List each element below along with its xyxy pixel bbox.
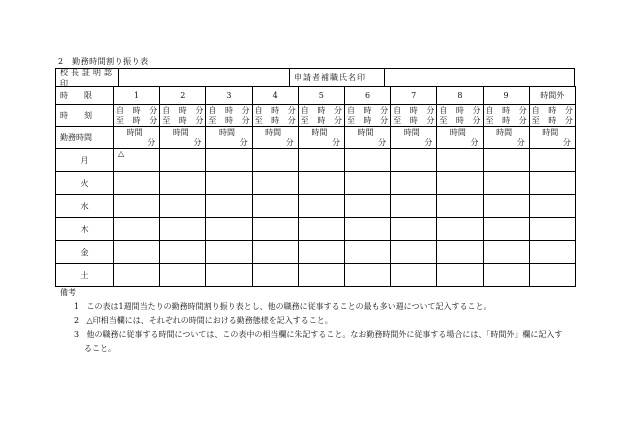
period-row (56, 87, 576, 105)
schedule-cell[interactable] (344, 149, 390, 172)
time-from-part: 自 (346, 105, 355, 115)
time-slot[interactable] (298, 105, 344, 127)
time-from-part: 分 (333, 105, 342, 115)
time-from-part: 時 (455, 105, 464, 115)
time-from-part: 分 (518, 105, 527, 115)
day-label (56, 172, 114, 195)
time-from-part: 自 (162, 105, 171, 115)
period-number (114, 87, 160, 105)
time-to (160, 116, 205, 126)
duration-cell[interactable] (437, 127, 483, 149)
schedule-cell[interactable] (252, 195, 298, 218)
duration-min-text: 分 (424, 137, 433, 147)
period-label-text: 時 限 (60, 91, 92, 100)
duration-cell[interactable] (252, 127, 298, 149)
schedule-cell[interactable] (483, 172, 529, 195)
day-label-text: 水 (80, 201, 89, 211)
schedule-cell[interactable] (160, 241, 206, 264)
duration-min-text: 分 (470, 137, 479, 147)
schedule-cell[interactable] (298, 195, 344, 218)
schedule-cell[interactable] (483, 241, 529, 264)
time-to-part: 時 (178, 115, 187, 125)
time-from-part: 分 (426, 105, 435, 115)
time-to-part: 時 (502, 115, 511, 125)
note-item: 1 この表は1週間当たりの勤務時間割り振り表とし、他の職務に従事することの最も多い週について記入すること。 (74, 302, 492, 311)
duration-min (253, 138, 294, 148)
schedule-cell[interactable] (206, 241, 252, 264)
schedule-cell[interactable] (206, 264, 252, 287)
duration-hour (299, 128, 340, 138)
time-to-part: 至 (485, 115, 494, 125)
duration-min-text: 分 (285, 137, 294, 147)
schedule-cell[interactable] (391, 149, 437, 172)
day-row (56, 149, 576, 172)
duration-cell[interactable] (483, 127, 529, 149)
schedule-cell[interactable] (437, 172, 483, 195)
schedule-cell[interactable] (483, 149, 529, 172)
note-item: 2 △印相当欄には、それぞれの時間における勤務態様を記入すること。 (74, 316, 333, 325)
time-to-part: 時 (317, 115, 326, 125)
duration-cell[interactable] (298, 127, 344, 149)
duration-hour (345, 128, 386, 138)
schedule-cell[interactable] (114, 218, 160, 241)
time-from-part: 自 (300, 105, 309, 115)
schedule-cell[interactable] (252, 172, 298, 195)
schedule-cell[interactable] (529, 241, 575, 264)
schedule-table (55, 86, 576, 287)
time-from-part: 自 (116, 105, 124, 115)
time-to-part: 至 (254, 115, 263, 125)
period-extra-text: 時間外 (540, 91, 565, 100)
day-label (56, 195, 114, 218)
duration-hour (437, 128, 478, 138)
time-to-part: 分 (287, 115, 296, 125)
duration-hour (114, 128, 155, 138)
period-number-text: 8 (457, 91, 463, 100)
period-number-text: 3 (226, 91, 232, 100)
time-from-part: 時 (132, 105, 141, 115)
day-row (56, 264, 576, 287)
duration-hour (206, 128, 247, 138)
duration-min (206, 138, 247, 148)
time-to-part: 分 (426, 115, 435, 125)
time-from (299, 106, 344, 116)
schedule-cell[interactable] (437, 149, 483, 172)
time-label-text: 時 刻 (60, 111, 92, 120)
time-from (114, 106, 159, 116)
schedule-cell[interactable] (298, 172, 344, 195)
duration-cell[interactable] (391, 127, 437, 149)
duration-min-text: 分 (193, 137, 202, 147)
schedule-cell[interactable] (206, 195, 252, 218)
schedule-cell[interactable] (298, 264, 344, 287)
time-from-part: 分 (380, 105, 389, 115)
schedule-cell[interactable] (483, 195, 529, 218)
time-slot[interactable] (206, 105, 252, 127)
time-from-part: 分 (241, 105, 250, 115)
duration-min-text: 分 (331, 137, 340, 147)
schedule-cell[interactable] (437, 241, 483, 264)
schedule-cell[interactable] (114, 149, 160, 172)
duration-min-text: 分 (147, 137, 156, 147)
time-to-part: 分 (380, 115, 389, 125)
period-number-text: 1 (134, 91, 140, 100)
time-from-part: 時 (317, 105, 326, 115)
schedule-cell[interactable] (298, 241, 344, 264)
schedule-cell[interactable] (344, 218, 390, 241)
schedule-cell[interactable] (529, 149, 575, 172)
time-from-part: 自 (208, 105, 217, 115)
duration-hour-text: 時間 (496, 127, 513, 137)
duration-cell[interactable] (344, 127, 390, 149)
day-label (56, 149, 114, 172)
day-row (56, 241, 576, 264)
time-from-part: 自 (485, 105, 494, 115)
duration-min (299, 138, 340, 148)
duration-hour-text: 時間 (126, 127, 143, 137)
principal-seal-label: 校長証明認印 (56, 69, 119, 86)
schedule-cell[interactable] (114, 195, 160, 218)
duration-hour (484, 128, 525, 138)
time-from (484, 106, 529, 116)
period-number (206, 87, 252, 105)
duration-min-text: 分 (239, 137, 248, 147)
duration-row (56, 127, 576, 149)
schedule-cell[interactable] (114, 172, 160, 195)
duration-hour (253, 128, 294, 138)
time-from (160, 106, 205, 116)
time-slot[interactable] (391, 105, 437, 127)
duration-hour-text: 時間 (218, 127, 235, 137)
time-from-part: 時 (271, 105, 280, 115)
principal-seal-field[interactable] (119, 69, 290, 86)
duration-cell[interactable] (160, 127, 206, 149)
time-from-part: 時 (363, 105, 372, 115)
schedule-cell[interactable] (344, 172, 390, 195)
period-extra (529, 87, 575, 105)
time-from-part: 分 (564, 105, 573, 115)
period-number (344, 87, 390, 105)
time-to (345, 116, 390, 126)
time-from (206, 106, 251, 116)
schedule-cell[interactable] (252, 264, 298, 287)
day-row (56, 218, 576, 241)
time-to-part: 分 (149, 115, 158, 125)
schedule-cell[interactable] (529, 264, 575, 287)
duration-min (345, 138, 386, 148)
time-to-part: 時 (132, 115, 141, 125)
schedule-cell[interactable] (529, 195, 575, 218)
period-number-text: 5 (318, 91, 324, 100)
time-to-part: 時 (455, 115, 464, 125)
day-label (56, 241, 114, 264)
schedule-cell[interactable] (391, 264, 437, 287)
schedule-cell[interactable] (437, 264, 483, 287)
duration-label (56, 127, 114, 149)
schedule-cell[interactable] (391, 218, 437, 241)
duration-min (114, 138, 155, 148)
time-from-part: 時 (502, 105, 511, 115)
schedule-cell[interactable] (437, 195, 483, 218)
time-to-part: 至 (393, 115, 402, 125)
time-to-part: 時 (409, 115, 418, 125)
duration-min-text: 分 (516, 137, 525, 147)
period-number-text: 2 (180, 91, 186, 100)
schedule-cell[interactable] (160, 264, 206, 287)
duration-hour-text: 時間 (311, 127, 328, 137)
time-from-part: 時 (178, 105, 187, 115)
day-label (56, 264, 114, 287)
time-slot[interactable] (160, 105, 206, 127)
time-to (391, 116, 436, 126)
time-from (345, 106, 390, 116)
time-from (437, 106, 482, 116)
duration-hour (530, 128, 571, 138)
duration-hour-text: 時間 (265, 127, 282, 137)
time-to-part: 至 (531, 115, 540, 125)
day-row (56, 195, 576, 218)
time-to-part: 至 (300, 115, 309, 125)
schedule-cell[interactable] (160, 172, 206, 195)
time-to-part: 至 (116, 115, 124, 125)
approval-header (55, 68, 575, 86)
time-to (530, 116, 575, 126)
time-to-part: 至 (208, 115, 217, 125)
duration-hour-text: 時間 (172, 127, 189, 137)
time-to-part: 至 (439, 115, 448, 125)
time-slot[interactable] (529, 105, 575, 127)
duration-min (160, 138, 201, 148)
duration-min (484, 138, 525, 148)
applicant-name-field[interactable] (385, 69, 574, 86)
schedule-cell[interactable] (160, 195, 206, 218)
period-number (252, 87, 298, 105)
time-to (114, 116, 159, 126)
period-number (160, 87, 206, 105)
day-label-text: 金 (80, 247, 89, 257)
schedule-cell[interactable] (114, 264, 160, 287)
time-slot[interactable] (252, 105, 298, 127)
schedule-cell[interactable] (529, 172, 575, 195)
time-slot[interactable] (483, 105, 529, 127)
duration-cell[interactable] (206, 127, 252, 149)
duration-hour (160, 128, 201, 138)
time-from-part: 時 (548, 105, 557, 115)
time-from (253, 106, 298, 116)
schedule-cell[interactable] (391, 172, 437, 195)
duration-min (437, 138, 478, 148)
time-to (484, 116, 529, 126)
time-slot[interactable] (114, 105, 160, 127)
time-row (56, 105, 576, 127)
period-number-text: 9 (503, 91, 509, 100)
time-from-part: 分 (149, 105, 158, 115)
time-to-part: 分 (564, 115, 573, 125)
schedule-cell[interactable] (252, 149, 298, 172)
time-from-part: 自 (439, 105, 448, 115)
schedule-cell[interactable] (252, 218, 298, 241)
time-to (299, 116, 344, 126)
time-to-part: 時 (224, 115, 233, 125)
day-label-text: 火 (80, 178, 89, 188)
schedule-cell[interactable] (114, 241, 160, 264)
schedule-cell[interactable] (391, 241, 437, 264)
time-to-part: 時 (363, 115, 372, 125)
time-to-part: 時 (271, 115, 280, 125)
time-to-part: 至 (162, 115, 171, 125)
schedule-cell[interactable] (529, 218, 575, 241)
duration-min (530, 138, 571, 148)
day-row (56, 172, 576, 195)
schedule-cell[interactable] (252, 241, 298, 264)
time-from-part: 分 (195, 105, 204, 115)
time-to (206, 116, 251, 126)
duration-hour-text: 時間 (449, 127, 466, 137)
time-to (437, 116, 482, 126)
time-slot[interactable] (344, 105, 390, 127)
day-label-text: 月 (80, 155, 89, 165)
time-to-part: 分 (333, 115, 342, 125)
time-from-part: 自 (393, 105, 402, 115)
time-to (253, 116, 298, 126)
schedule-cell[interactable] (298, 218, 344, 241)
time-from-part: 時 (224, 105, 233, 115)
schedule-cell[interactable] (437, 218, 483, 241)
schedule-cell[interactable] (206, 149, 252, 172)
day-label-text: 土 (80, 270, 89, 280)
schedule-cell[interactable] (160, 218, 206, 241)
schedule-cell[interactable] (391, 195, 437, 218)
duration-hour-text: 時間 (357, 127, 374, 137)
duration-cell[interactable] (529, 127, 575, 149)
duration-min-text: 分 (378, 137, 387, 147)
time-to-part: 分 (195, 115, 204, 125)
time-from (391, 106, 436, 116)
time-from-part: 分 (472, 105, 481, 115)
time-to-part: 分 (472, 115, 481, 125)
duration-hour-text: 時間 (403, 127, 420, 137)
notes (60, 286, 562, 356)
time-label (56, 105, 114, 127)
duration-hour-text: 時間 (542, 127, 559, 137)
time-to-part: 至 (346, 115, 355, 125)
time-to-part: 分 (241, 115, 250, 125)
table-caption: 2 勤務時間割り振り表 (58, 57, 149, 66)
period-number-text: 7 (411, 91, 417, 100)
time-slot[interactable] (437, 105, 483, 127)
duration-min-text: 分 (562, 137, 571, 147)
period-number (437, 87, 483, 105)
time-from-part: 時 (409, 105, 418, 115)
time-from-part: 自 (254, 105, 263, 115)
time-from-part: 分 (287, 105, 296, 115)
schedule-cell[interactable] (206, 172, 252, 195)
period-label (56, 87, 114, 105)
note-continuation: ること。 (84, 344, 116, 353)
schedule-cell[interactable] (206, 218, 252, 241)
period-number (483, 87, 529, 105)
time-from (530, 106, 575, 116)
note-item: 3 他の職務に従事する時間については、この表中の相当欄に朱記すること。なお勤務時間外に従事する場合には、「時間外」欄に記入す (74, 330, 563, 339)
period-number (298, 87, 344, 105)
applicant-name-label: 申請者補職氏名印 (290, 69, 385, 86)
schedule-cell[interactable] (298, 149, 344, 172)
period-number (391, 87, 437, 105)
time-from-part: 自 (531, 105, 540, 115)
period-number-text: 6 (364, 91, 371, 100)
schedule-cell[interactable] (344, 195, 390, 218)
day-label-text: 木 (80, 224, 89, 234)
time-to-part: 時 (548, 115, 557, 125)
schedule-cell[interactable] (344, 241, 390, 264)
schedule-cell[interactable] (160, 149, 206, 172)
triangle-mark: △ (118, 149, 125, 158)
day-label (56, 218, 114, 241)
duration-min (391, 138, 432, 148)
schedule-cell[interactable] (344, 264, 390, 287)
duration-hour (391, 128, 432, 138)
duration-cell[interactable] (114, 127, 160, 149)
notes-title: 備考 (60, 288, 76, 297)
time-to-part: 分 (518, 115, 527, 125)
schedule-cell[interactable] (483, 218, 529, 241)
duration-label-text: 勤務時間 (60, 133, 92, 142)
period-number-text: 4 (272, 91, 278, 100)
schedule-cell[interactable] (483, 264, 529, 287)
